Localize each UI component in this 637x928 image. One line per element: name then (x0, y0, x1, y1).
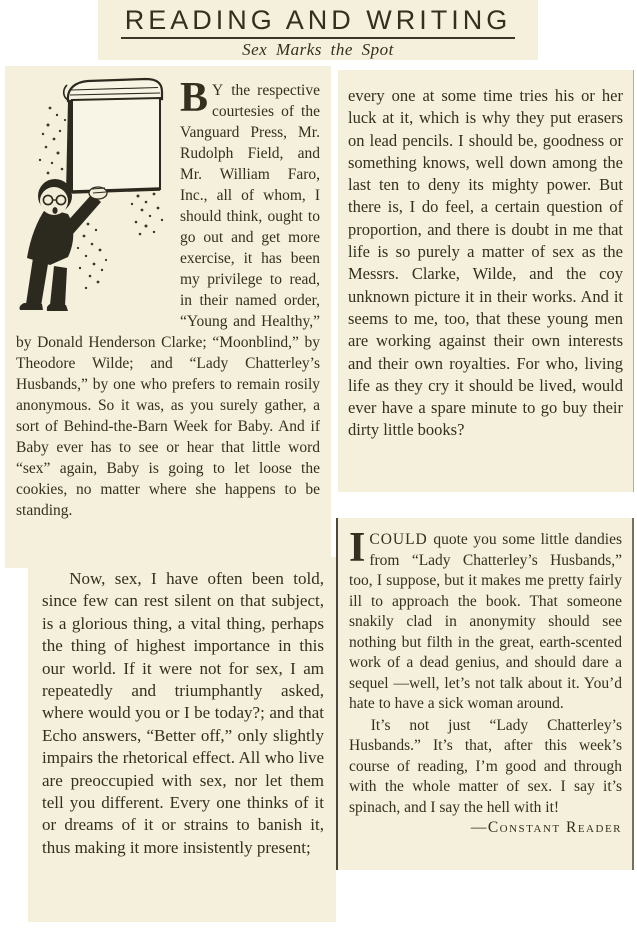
page-header (98, 0, 538, 60)
book-carrier-drawing (10, 72, 180, 332)
lead-caps: COULD (369, 531, 428, 548)
paragraph-i-could-quote (349, 525, 622, 715)
article-block-opening (5, 66, 331, 568)
man-carrying-book-illustration (14, 76, 172, 326)
paragraph-its-not-just-text: It’s not just “Lady Chatterley’s Husbands.” It’s that, after this week’s course of reading, I’m good and through with the whole matter of sex. I say it’s spinach, and I say the hell with it! (349, 716, 622, 816)
page-subtitle: Sex Marks the Spot (242, 40, 394, 59)
paragraph-now-sex: Now, sex, I have often been told, since few can rest silent on that subject, is a glorious thing, a vital thing, perhaps the thing of highest importance in this our world. If it were not for sex, I am repeatedly and triumphantly asked, where would you or I be today?; and that Echo answers, “Better off,” only slightly impairs the rhetorical effect. All who live are preoccupied with sex, nor let them tell you different. Every one thinks of it or dreams of it or strains to banish it, thus making it more insistently present; (42, 569, 324, 857)
dropcap-letter: I (349, 525, 366, 571)
paragraph-its-not-just (349, 716, 622, 836)
article-block-right-top (338, 70, 634, 492)
author-signature: —Constant Reader (470, 819, 622, 836)
dropcap-letter: B (180, 75, 209, 121)
paragraph-opening-text: the respective courtesies of the Vanguard Press, Mr. Rudolph Field, and Mr. William Faro, Inc., all of whom, I should think, ought to go out and get more exercise, it has been my privilege to read, in their named order, “Young and Healthy,” by Donald Henderson Clarke; “Moonblind,” by Theodore Wilde; and “Lady Chatterley’s Husbands,” by one who prefers to remain rosily anonymous. So it was, as you surely gather, a sort of Behind-the-Barn Week for Baby. And if Baby ever has to see or hear that little word “sex” again, Baby is going to let loose the cookies, no matter where she happens to be standing. (16, 82, 320, 519)
article-block-right-bottom (336, 518, 634, 870)
paragraph-i-could-quote-text: quote you some little dandies from “Lady Chatterley’s Husbands,” too, I suppose, but it makes me pretty fairly ill to approach the book. That someone snakily clad in anonymity should see nothing but filth in the great, earth-scented work of a dead genius, and should dare a sequel —well, let’s not talk about it. You’d hate to have a sick woman around. (349, 531, 622, 712)
paragraph-everyone-tries: every one at some time tries his or her luck at it, which is why they put erasers on lead pencils. I should be, goodness or something knows, well down among the last ten to deny its mighty power. But there is, I do feel, a certain question of proportion, and there is doubt in me that life is so purely a matter of sex as the Messrs. Clarke, Wilde, and the coy unknown picture it in their works. And it seems to me, too, that these young men are working against their own interests and their own royalties. For who, living life as they cry it should be lived, would ever have a spare minute to go buy their dirty little books? (348, 86, 623, 440)
page-title: READING AND WRITING (121, 5, 516, 39)
article-block-left-bottom (28, 557, 336, 922)
lead-caps: Y (212, 82, 225, 99)
